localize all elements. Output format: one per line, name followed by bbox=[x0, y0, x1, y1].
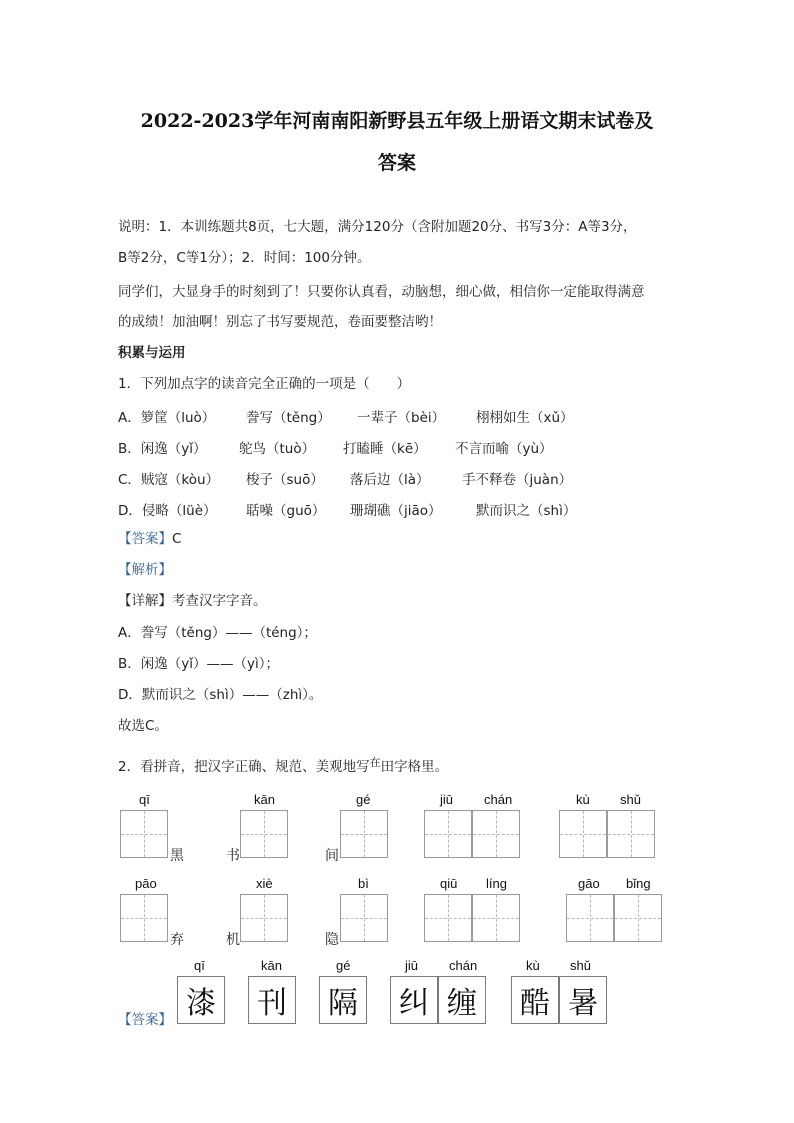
row1-pinyin-3: gé bbox=[356, 792, 371, 807]
answer-pinyin-5: chán bbox=[449, 958, 478, 973]
writing-grid[interactable] bbox=[614, 894, 662, 942]
q1-option-c2: 梭子（suō） bbox=[246, 472, 324, 488]
row2-pinyin-2: xiè bbox=[256, 876, 273, 891]
q1-stem: 1．下列加点字的读音完全正确的一项是（ ） bbox=[118, 376, 411, 392]
answer-char-2: 刊 bbox=[248, 976, 296, 1024]
q2-answer-tag: 【答案】 bbox=[118, 1012, 172, 1028]
intro-line4: 的成绩！加油啊！别忘了书写要规范，卷面要整洁哟！ bbox=[118, 314, 442, 330]
q1-detail: 考查汉字字音。 bbox=[172, 593, 267, 609]
answer-char-1: 漆 bbox=[177, 976, 225, 1024]
intro-line3: 同学们，大显身手的时刻到了！只要你认真看，动脑想，细心做，相信你一定能取得满意 bbox=[118, 284, 645, 300]
writing-grid[interactable] bbox=[240, 894, 288, 942]
writing-grid[interactable] bbox=[120, 894, 168, 942]
row2-pinyin-7: bǐng bbox=[626, 876, 651, 891]
q1-option-d4: 默而识之（shì） bbox=[476, 503, 577, 519]
q1-option-a4: 栩栩如生（xǔ） bbox=[476, 410, 574, 426]
q1-option-b4: 不言而喻（yù） bbox=[455, 441, 553, 457]
row2-pinyin-5: líng bbox=[486, 876, 507, 891]
q1-option-c4: 手不释卷（juàn） bbox=[462, 472, 573, 488]
row1-pinyin-6: kù bbox=[576, 792, 590, 807]
analysis-tag: 【解析】 bbox=[118, 562, 172, 578]
writing-grid[interactable] bbox=[559, 810, 607, 858]
q1-detail-a: A．誊写（těng）——（téng）； bbox=[118, 625, 317, 641]
writing-grid[interactable] bbox=[340, 894, 388, 942]
q1-detail-line bbox=[118, 592, 267, 610]
answer-char-6: 酷 bbox=[511, 976, 559, 1024]
q1-option-a3: 一辈子（bèi） bbox=[357, 410, 446, 426]
q1-option-d1: D．侵略（lüè） bbox=[118, 503, 217, 519]
q1-option-c1: C．贼寇（kòu） bbox=[118, 472, 220, 488]
q1-detail-d: D．默而识之（shì）——（zhì）。 bbox=[118, 687, 323, 703]
writing-grid[interactable] bbox=[424, 810, 472, 858]
q1-conclusion: 故选C。 bbox=[118, 718, 168, 734]
writing-grid[interactable] bbox=[240, 810, 288, 858]
intro-line1: 说明：1．本训练题共8页，七大题，满分120分（含附加题20分、书写3分：A等3分， bbox=[118, 219, 637, 235]
row1-char-3: 间 bbox=[325, 848, 339, 864]
answer-pinyin-4: jiū bbox=[405, 958, 419, 973]
row2-pinyin-6: gāo bbox=[578, 876, 600, 891]
answer-pinyin-7: shǔ bbox=[570, 958, 591, 973]
row2-char-1: 弃 bbox=[170, 932, 184, 948]
q1-option-b1: B．闲逸（yǐ） bbox=[118, 441, 207, 457]
row1-pinyin-1: qī bbox=[139, 792, 150, 807]
q1-option-d3: 珊瑚礁（jiāo） bbox=[350, 503, 442, 519]
answer-char-4: 纠 bbox=[390, 976, 438, 1024]
answer-pinyin-3: gé bbox=[336, 958, 351, 973]
answer-char-7: 暑 bbox=[559, 976, 607, 1024]
answer-char-5: 缠 bbox=[438, 976, 486, 1024]
q1-option-d2: 聒噪（guō） bbox=[246, 503, 326, 519]
writing-grid[interactable] bbox=[472, 894, 520, 942]
writing-grid[interactable] bbox=[566, 894, 614, 942]
writing-grid[interactable] bbox=[424, 894, 472, 942]
row1-pinyin-2: kān bbox=[254, 792, 275, 807]
row2-pinyin-4: qiū bbox=[440, 876, 458, 891]
q2-stem-small: 在 bbox=[369, 756, 381, 769]
row2-pinyin-1: pāo bbox=[135, 876, 157, 891]
q2-stem-a: 2．看拼音，把汉字正确、规范、美观地写 bbox=[118, 759, 370, 775]
q1-option-a2: 誊写（těng） bbox=[246, 410, 331, 426]
q2-stem bbox=[118, 758, 448, 777]
q1-detail-b: B．闲逸（yǐ）——（yì）； bbox=[118, 656, 279, 672]
answer-char-3: 隔 bbox=[319, 976, 367, 1024]
q1-answer: C bbox=[172, 531, 182, 547]
row2-char-2: 机 bbox=[226, 932, 240, 948]
q1-option-b3: 打瞌睡（kē） bbox=[343, 441, 427, 457]
row2-char-3: 隐 bbox=[325, 932, 339, 948]
q2-stem-b: 田字格里。 bbox=[380, 759, 449, 775]
writing-grid[interactable] bbox=[120, 810, 168, 858]
writing-grid[interactable] bbox=[607, 810, 655, 858]
answer-tag: 【答案】 bbox=[118, 531, 172, 547]
row1-pinyin-7: shǔ bbox=[620, 792, 641, 807]
writing-grid[interactable] bbox=[472, 810, 520, 858]
page-title-line2: 答案 bbox=[377, 152, 416, 174]
answer-pinyin-1: qī bbox=[194, 958, 205, 973]
writing-grid[interactable] bbox=[340, 810, 388, 858]
q1-option-b2: 鸵鸟（tuò） bbox=[239, 441, 316, 457]
intro-line2: B等2分，C等1分）；2．时间：100分钟。 bbox=[118, 250, 371, 266]
answer-pinyin-2: kān bbox=[261, 958, 282, 973]
section-heading: 积累与运用 bbox=[118, 345, 186, 361]
row1-pinyin-5: chán bbox=[484, 792, 513, 807]
row2-pinyin-3: bì bbox=[358, 876, 369, 891]
page-title-line1: 2022-2023学年河南南阳新野县五年级上册语文期末试卷及 bbox=[140, 110, 654, 132]
row1-char-1: 黑 bbox=[170, 848, 184, 864]
detail-tag: 【详解】 bbox=[118, 593, 172, 609]
answer-pinyin-6: kù bbox=[526, 958, 540, 973]
q1-option-a1: A．箩筐（luò） bbox=[118, 410, 216, 426]
q1-answer-line bbox=[118, 530, 181, 548]
row1-char-2: 书 bbox=[226, 848, 240, 864]
q1-option-c3: 落后边（là） bbox=[350, 472, 430, 488]
row1-pinyin-4: jiū bbox=[440, 792, 454, 807]
